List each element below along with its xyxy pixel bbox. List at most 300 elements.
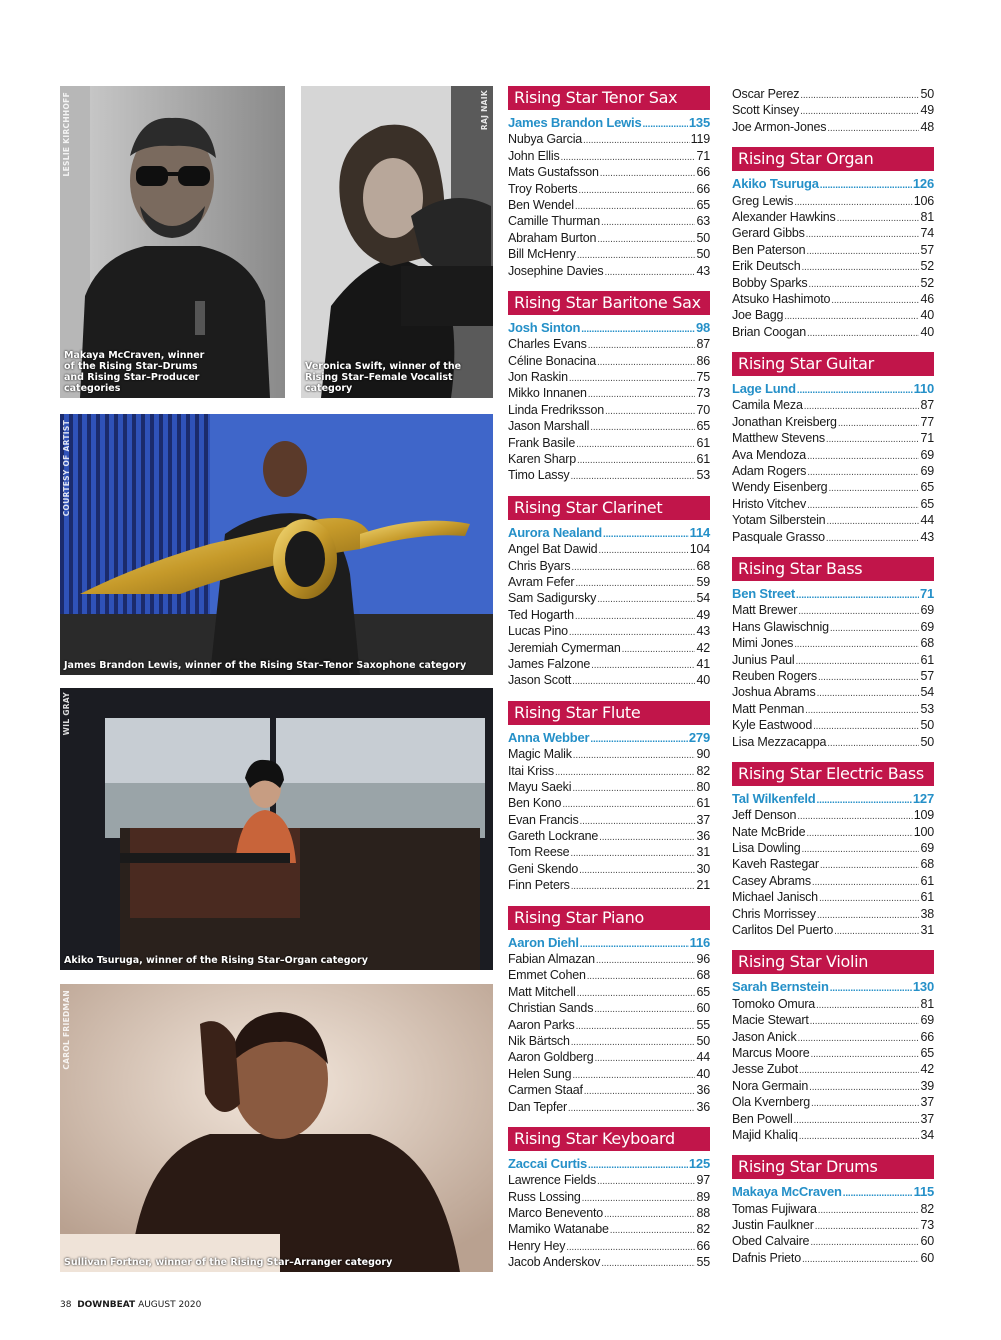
artist-name: Dan Tepfer (508, 1099, 567, 1114)
vote-count: 59 (696, 574, 710, 589)
artist-name: Christian Sands (508, 1001, 594, 1016)
artist-name: Reuben Rogers (732, 668, 817, 683)
vote-count: 66 (696, 1238, 710, 1253)
winner-entry (732, 176, 934, 192)
artist-name: Alexander Hawkins (732, 209, 836, 224)
dot-leader (826, 514, 919, 530)
vote-count: 49 (920, 103, 934, 118)
ranking-entry (732, 430, 934, 446)
vote-count: 97 (696, 1173, 710, 1188)
photo-akiko-tsuruga (60, 688, 493, 970)
ranking-entry (732, 873, 934, 889)
vote-count: 68 (696, 968, 710, 983)
artist-name: Ava Mendoza (732, 447, 807, 462)
photo-credit: COURTESY OF ARTIST (62, 420, 71, 517)
vote-count: 130 (912, 979, 934, 995)
artist-name: Makaya McCraven (732, 1184, 842, 1200)
artist-name: Mikko Innanen (508, 386, 587, 401)
dot-leader (797, 809, 912, 825)
vote-count: 126 (912, 176, 934, 192)
dot-leader (817, 686, 920, 702)
artist-name: Aaron Diehl (508, 934, 579, 950)
category-section (508, 496, 710, 689)
ranking-entry (508, 746, 710, 762)
artist-name: Aaron Goldberg (508, 1050, 594, 1065)
photo-caption: Makaya McCraven, winner of the Rising Star–Drums and Rising Star–Producer categories (64, 350, 205, 394)
dot-leader (813, 719, 919, 735)
ranking-entry (732, 1029, 934, 1045)
artist-name: Nik Bärtsch (508, 1033, 570, 1048)
vote-count: 61 (920, 652, 934, 667)
photo-makaya-mccraven (60, 86, 285, 398)
dot-leader (599, 830, 695, 846)
results-column-left (508, 86, 710, 1283)
ranking-entry (732, 840, 934, 856)
category-section (508, 86, 710, 279)
dot-leader (568, 1101, 696, 1117)
dot-leader (603, 527, 689, 543)
ranking-entry (508, 385, 710, 401)
category-header: Rising Star Keyboard (508, 1127, 710, 1151)
vote-count: 82 (696, 1222, 710, 1237)
artist-name: Jeff Denson (732, 808, 797, 823)
ranking-entry (732, 397, 934, 413)
ranking-entry (508, 1000, 710, 1016)
vote-count: 61 (920, 890, 934, 905)
artist-name: Ted Hogarth (508, 607, 574, 622)
ranking-entry (508, 861, 710, 877)
dot-leader (794, 1113, 920, 1129)
vote-count: 69 (920, 841, 934, 856)
ranking-entry (508, 131, 710, 147)
artist-name: Hristo Vitchev (732, 496, 807, 511)
artist-name: Akiko Tsuruga (732, 176, 819, 192)
artist-name: Pasquale Grasso (732, 529, 825, 544)
magazine-brand: DOWNBEAT (77, 1300, 136, 1310)
dot-leader (594, 1051, 695, 1067)
artist-name: Erik Deutsch (732, 259, 801, 274)
dot-leader (600, 166, 696, 182)
dot-leader (604, 265, 695, 281)
ranking-entry (508, 984, 710, 1000)
ranking-entry (732, 1217, 934, 1233)
category-header: Rising Star Drums (732, 1155, 934, 1179)
ranking-entry (508, 1017, 710, 1033)
ranking-entry (732, 1250, 934, 1266)
vote-count: 57 (920, 242, 934, 257)
ranking-entry (508, 623, 710, 639)
ranking-entry (732, 889, 934, 905)
vote-count: 71 (920, 431, 934, 446)
ranking-entry (732, 1233, 934, 1249)
dot-leader (830, 981, 912, 997)
dot-leader (834, 924, 919, 940)
category-header: Rising Star Guitar (732, 352, 934, 376)
vote-count: 69 (920, 447, 934, 462)
dot-leader (575, 609, 696, 625)
artist-name: Gareth Lockrane (508, 829, 599, 844)
ranking-entry (732, 1045, 934, 1061)
artist-name: John Ellis (508, 148, 560, 163)
artist-name: Emmet Cohen (508, 968, 586, 983)
winner-entry (508, 935, 710, 951)
photo-caption: Sullivan Fortner, winner of the Rising Star–Arranger category (64, 1257, 393, 1268)
vote-count: 60 (920, 1250, 934, 1265)
artist-name: Michael Janisch (732, 890, 818, 905)
ranking-entry (508, 451, 710, 467)
vote-count: 110 (913, 381, 934, 397)
artist-name: Matt Penman (732, 701, 805, 716)
dot-leader (799, 1063, 920, 1079)
ranking-entry (508, 607, 710, 623)
category-header: Rising Star Tenor Sax (508, 86, 710, 110)
artist-name: Jason Scott (508, 673, 572, 688)
photo-credit: CAROL FRIEDMAN (62, 990, 71, 1070)
vote-count: 65 (920, 480, 934, 495)
category-header: Rising Star Piano (508, 906, 710, 930)
dot-leader (806, 826, 912, 842)
vote-count: 40 (696, 673, 710, 688)
dot-leader (610, 1223, 696, 1239)
artist-name: Mayu Saeki (508, 779, 572, 794)
dot-leader (570, 846, 695, 862)
vote-count: 125 (688, 1155, 710, 1171)
artist-name: Chris Morrissey (732, 906, 816, 921)
ranking-entry (508, 967, 710, 983)
artist-name: Kyle Eastwood (732, 718, 813, 733)
ranking-entry (508, 369, 710, 385)
artist-name: Wendy Eisenberg (732, 480, 828, 495)
artist-name: Mimi Jones (732, 636, 794, 651)
ranking-entry (508, 1254, 710, 1270)
artist-name: Yotam Silberstein (732, 513, 826, 528)
vote-count: 279 (688, 729, 710, 745)
vote-count: 66 (696, 181, 710, 196)
artist-name: Tomas Fujiwara (732, 1201, 817, 1216)
vote-count: 98 (695, 319, 710, 335)
vote-count: 37 (696, 812, 710, 827)
artist-name: Camille Thurman (508, 214, 600, 229)
photo-caption: James Brandon Lewis, winner of the Rising Star–Tenor Saxophone category (64, 660, 467, 671)
artist-name: Jesse Zubot (732, 1062, 798, 1077)
vote-count: 61 (920, 873, 934, 888)
category-section (732, 557, 934, 750)
ranking-entry (732, 529, 934, 545)
dot-leader (571, 879, 696, 895)
vote-count: 87 (920, 398, 934, 413)
dot-leader (838, 416, 920, 432)
vote-count: 52 (920, 275, 934, 290)
vote-count: 73 (920, 1218, 934, 1233)
artist-name: Charles Evans (508, 337, 587, 352)
dot-leader (555, 765, 696, 781)
vote-count: 40 (696, 1066, 710, 1081)
ranking-entry (508, 213, 710, 229)
dot-leader (598, 543, 688, 559)
artist-name: Karen Sharp (508, 452, 576, 467)
artist-name: Matthew Stevens (732, 431, 825, 446)
artist-name: Macie Stewart (732, 1013, 809, 1028)
vote-count: 69 (920, 619, 934, 634)
ranking-entry (732, 1061, 934, 1077)
vote-count: 42 (920, 1062, 934, 1077)
dot-leader (562, 797, 695, 813)
ranking-entry (732, 291, 934, 307)
ranking-entry (508, 263, 710, 279)
artist-name: Marco Benevento (508, 1206, 603, 1221)
ranking-entry (732, 119, 934, 135)
vote-count: 52 (920, 259, 934, 274)
vote-count: 44 (920, 513, 934, 528)
dot-leader (807, 449, 919, 465)
artist-name: Casey Abrams (732, 873, 811, 888)
artist-name: Angel Bat Dawid (508, 542, 598, 557)
artist-name: Fabian Almazan (508, 952, 595, 967)
vote-count: 115 (913, 1184, 934, 1200)
dot-leader (604, 1207, 696, 1223)
vote-count: 86 (696, 353, 710, 368)
vote-count: 39 (920, 1078, 934, 1093)
ranking-entry (732, 668, 934, 684)
vote-count: 66 (920, 1029, 934, 1044)
dot-leader (597, 1174, 695, 1190)
artist-name: Tal Wilkenfeld (732, 790, 816, 806)
artist-name: Jon Raskin (508, 370, 568, 385)
dot-leader (820, 858, 920, 874)
ranking-entry (732, 324, 934, 340)
artist-name: Ben Street (732, 585, 796, 601)
artist-name: Nora Germain (732, 1078, 809, 1093)
vote-count: 69 (920, 1013, 934, 1028)
dot-leader (805, 703, 919, 719)
dot-leader (577, 986, 696, 1002)
page-number: 38 (60, 1300, 72, 1310)
artist-name: Joe Bagg (732, 308, 784, 323)
artist-name: Marcus Moore (732, 1045, 810, 1060)
photo-credit: LESLIE KIRCHHOFF (62, 92, 71, 177)
ranking-entry (732, 807, 934, 823)
artist-name: James Falzone (508, 656, 591, 671)
photo-credit: WIL GRAY (62, 692, 71, 736)
dot-leader (596, 953, 696, 969)
dot-leader (800, 88, 919, 104)
vote-count: 40 (920, 308, 934, 323)
artist-name: Jason Marshall (508, 419, 590, 434)
ranking-entry (732, 1201, 934, 1217)
ranking-entry (732, 652, 934, 668)
winner-entry (732, 1184, 934, 1200)
artist-name: Josh Sinton (508, 319, 581, 335)
dot-leader (810, 1235, 919, 1251)
winner-entry (508, 525, 710, 541)
ranking-entry (508, 1082, 710, 1098)
artist-name: Obed Calvaire (732, 1234, 810, 1249)
artist-name: Brian Coogan (732, 324, 807, 339)
artist-name: Bill McHenry (508, 247, 576, 262)
dot-leader (579, 863, 695, 879)
vote-count: 66 (696, 165, 710, 180)
vote-count: 41 (696, 656, 710, 671)
category-section (732, 147, 934, 340)
artist-name: Nate McBride (732, 824, 806, 839)
artist-name: Ben Paterson (732, 242, 806, 257)
vote-count: 54 (920, 685, 934, 700)
ranking-entry (732, 496, 934, 512)
dot-leader (820, 178, 912, 194)
artist-name: Lisa Mezzacappa (732, 734, 827, 749)
vote-count: 21 (696, 878, 710, 893)
artist-name: Ola Kvernberg (732, 1095, 810, 1110)
vote-count: 69 (920, 603, 934, 618)
dot-leader (581, 322, 695, 338)
vote-count: 50 (696, 1033, 710, 1048)
category-header: Rising Star Clarinet (508, 496, 710, 520)
dot-leader (642, 117, 687, 133)
dot-leader (584, 1084, 696, 1100)
category-header: Rising Star Baritone Sax (508, 291, 710, 315)
ranking-entry (508, 402, 710, 418)
vote-count: 90 (696, 747, 710, 762)
ranking-entry (732, 856, 934, 872)
artist-name: Frank Basile (508, 435, 576, 450)
ranking-entry (732, 1012, 934, 1028)
ranking-entry (508, 1049, 710, 1065)
ranking-entry (732, 258, 934, 274)
category-section (732, 1155, 934, 1266)
ranking-entry (508, 1172, 710, 1188)
ranking-entry (508, 1221, 710, 1237)
vote-count: 37 (920, 1095, 934, 1110)
dot-leader (570, 469, 695, 485)
artist-name: Majid Khaliq (732, 1127, 798, 1142)
dot-leader (572, 781, 695, 797)
ranking-entry (508, 951, 710, 967)
artist-name: Abraham Burton (508, 230, 597, 245)
artist-name: Geni Skendo (508, 861, 579, 876)
dot-leader (818, 1203, 920, 1219)
artist-name: Nubya Garcia (508, 132, 583, 147)
ranking-entry (732, 102, 934, 118)
vote-count: 55 (696, 1017, 710, 1032)
vote-count: 55 (696, 1255, 710, 1270)
vote-count: 88 (696, 1206, 710, 1221)
dot-leader (601, 215, 696, 231)
artist-name: Justin Faulkner (732, 1218, 814, 1233)
ranking-entry (732, 86, 934, 102)
vote-count: 135 (688, 115, 710, 130)
vote-count: 73 (696, 386, 710, 401)
ranking-entry (508, 640, 710, 656)
page-footer (60, 1300, 201, 1310)
issue-date: AUGUST 2020 (138, 1300, 202, 1310)
dot-leader (588, 338, 696, 354)
ranking-entry (508, 467, 710, 483)
ranking-entry (508, 230, 710, 246)
artist-name: Lucas Pino (508, 624, 568, 639)
vote-count: 37 (920, 1111, 934, 1126)
artist-name: Josephine Davies (508, 263, 604, 278)
artist-name: Jonathan Kreisberg (732, 414, 837, 429)
vote-count: 71 (696, 148, 710, 163)
ranking-entry (508, 181, 710, 197)
photo-caption: Veronica Swift, winner of the Rising Star–Female Vocalist category (305, 361, 462, 394)
dot-leader (590, 732, 688, 748)
ranking-entry (732, 1127, 934, 1143)
vote-count: 109 (913, 808, 934, 823)
vote-count: 119 (690, 132, 710, 147)
dot-leader (571, 560, 695, 576)
ranking-entry (732, 414, 934, 430)
vote-count: 50 (920, 87, 934, 101)
vote-count: 44 (696, 1050, 710, 1065)
dot-leader (798, 1031, 920, 1047)
winner-entry (732, 791, 934, 807)
vote-count: 89 (696, 1189, 710, 1204)
artist-name: Chris Byars (508, 558, 571, 573)
vote-count: 65 (920, 496, 934, 511)
vote-count: 70 (696, 402, 710, 417)
vote-count: 36 (696, 1083, 710, 1098)
dot-leader (819, 891, 920, 907)
photo-image (60, 984, 493, 1272)
ranking-entry (732, 906, 934, 922)
ranking-entry (508, 1205, 710, 1221)
photo-image (60, 688, 493, 970)
vote-count: 36 (696, 1099, 710, 1114)
category-header: Rising Star Flute (508, 701, 710, 725)
ranking-entry (508, 1099, 710, 1115)
winner-entry (732, 979, 934, 995)
vote-count: 77 (920, 414, 934, 429)
artist-name: Evan Francis (508, 812, 579, 827)
artist-name: Gerard Gibbs (732, 226, 805, 241)
dot-leader (601, 1256, 695, 1272)
category-section (508, 291, 710, 484)
vote-count: 53 (920, 701, 934, 716)
dot-leader (801, 842, 919, 858)
dot-leader (797, 383, 913, 399)
artist-name: Ben Kono (508, 796, 562, 811)
dot-leader (580, 937, 689, 953)
dot-leader (576, 1019, 696, 1035)
dot-leader (597, 232, 695, 248)
artist-name: Jason Anick (732, 1029, 797, 1044)
vote-count: 50 (696, 247, 710, 262)
vote-count: 50 (920, 718, 934, 733)
vote-count: 75 (696, 370, 710, 385)
dot-leader (796, 588, 919, 604)
artist-name: Kaveh Rastegar (732, 857, 819, 872)
ranking-entry (732, 1078, 934, 1094)
dot-leader (828, 481, 919, 497)
ranking-entry (508, 672, 710, 688)
dot-leader (588, 1158, 688, 1174)
ranking-entry (508, 828, 710, 844)
vote-count: 65 (696, 419, 710, 434)
category-section (732, 86, 934, 135)
vote-count: 57 (920, 668, 934, 683)
vote-count: 68 (920, 636, 934, 651)
ranking-entry (508, 795, 710, 811)
vote-count: 68 (920, 857, 934, 872)
category-header: Rising Star Violin (732, 950, 934, 974)
vote-count: 50 (696, 230, 710, 245)
photo-caption: Akiko Tsuruga, winner of the Rising Star–Organ category (64, 955, 368, 966)
vote-count: 87 (696, 337, 710, 352)
winner-entry (508, 730, 710, 746)
ranking-entry (732, 996, 934, 1012)
vote-count: 81 (920, 996, 934, 1011)
